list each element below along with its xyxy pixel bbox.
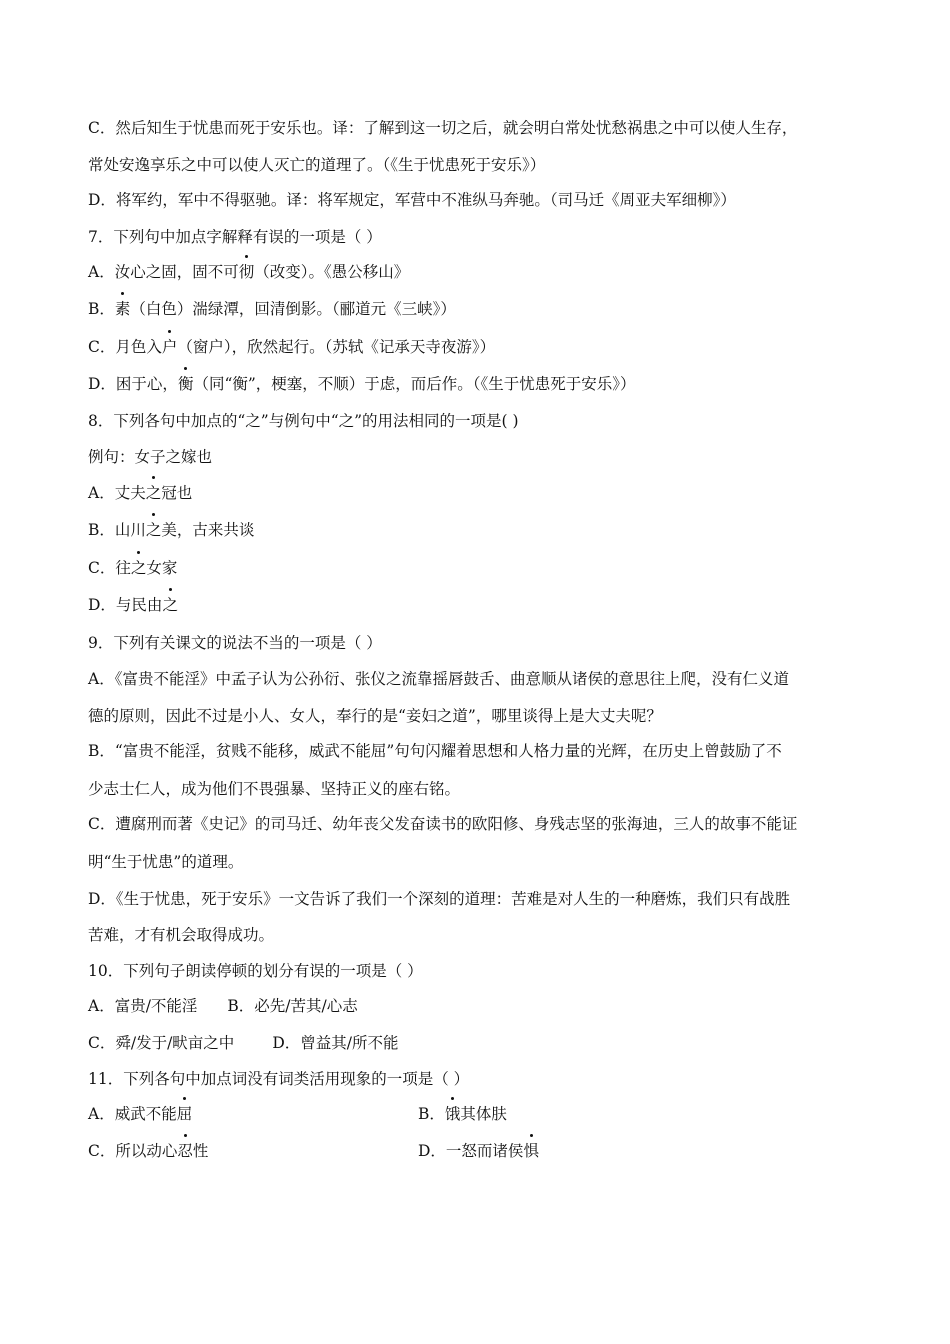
dotted-char: 之 [162, 596, 178, 614]
option-c-question-6-continued: 常处安逸享乐之中可以使人灭亡的道理了。（《生于忧患死于安乐》） [88, 156, 546, 174]
question-8-option-b: B．山川之美，古来共谈 [88, 521, 255, 539]
question-11-option-c: C．所以动心忍性 [88, 1142, 209, 1160]
question-9-stem: 9．下列有关课文的说法不当的一项是（ ） [88, 634, 382, 652]
question-11-option-b: B．饿其体肤 [418, 1105, 507, 1123]
question-9-option-d-continued: 苦难，才有机会取得成功。 [88, 926, 275, 944]
dotted-char: 之 [145, 484, 162, 502]
question-10-options-ab: A．富贵/不能淫 B．必先/苦其/心志 [88, 997, 358, 1015]
dotted-char: 户 [161, 338, 178, 356]
question-11-option-a: A．威武不能屈 [88, 1105, 193, 1123]
question-10-stem: 10．下列句子朗读停顿的划分有误的一项是（ ） [88, 962, 423, 980]
dotted-char: 屈 [176, 1105, 193, 1123]
dotted-char: 素 [114, 300, 131, 318]
question-9-option-c: C．遭腐刑而著《史记》的司马迁、幼年丧父发奋读书的欧阳修、身残志坚的张海迪，三人的故事不能证 [88, 815, 798, 833]
question-8-example: 例句：女子之嫁也 [88, 448, 213, 466]
question-7-option-b: B．素（白色）湍绿潭，回清倒影。（郦道元《三峡》） [88, 300, 456, 318]
question-9-option-b: B．“富贵不能淫，贫贱不能移，威武不能屈”句句闪耀着思想和人格力量的光辉，在历史上曾鼓励了不 [88, 742, 782, 760]
question-8-option-a: A．丈夫之冠也 [88, 484, 193, 502]
dotted-char: 衡 [177, 375, 194, 393]
dotted-char: 惧 [523, 1142, 539, 1160]
question-7-option-c: C．月色入户（窗户），欣然起行。（苏轼《记承天寺夜游》） [88, 338, 496, 356]
question-10-options-cd: C．舜/发于/畎亩之中 D．曾益其/所不能 [88, 1034, 399, 1052]
option-d-question-6: D．将军约，军中不得驱驰。译：将军规定，军营中不准纵马奔驰。（司马迁《周亚夫军细柳》） [88, 191, 736, 209]
question-9-option-c-continued: 明“生于忧患”的道理。 [88, 853, 244, 871]
question-9-option-a: A．《富贵不能淫》中孟子认为公孙衍、张仪之流靠摇唇鼓舌、曲意顺从诸侯的意思往上爬，没有仁义道 [88, 670, 789, 688]
question-8-option-c: C．往之女家 [88, 559, 178, 577]
dotted-char: 之 [145, 521, 162, 539]
question-11-stem: 11．下列各句中加点词没有词类活用现象的一项是（ ） [88, 1070, 470, 1088]
question-7-stem: 7．下列句中加点字解释有误的一项是（ ） [88, 228, 382, 246]
question-8-option-d: D．与民由之 [88, 596, 178, 614]
dotted-char: 彻 [238, 263, 255, 281]
question-11-option-d: D．一怒而诸侯惧 [418, 1142, 539, 1160]
question-7-option-d: D．困于心，衡（同“衡”，梗塞，不顺）于虑，而后作。（《生于忧患死于安乐》） [88, 375, 636, 393]
question-7-option-a: A．汝心之固，固不可彻（改变）。《愚公移山》 [88, 263, 410, 281]
option-c-question-6: C．然后知生于忧患而死于安乐也。译：了解到这一切之后，就会明白常处忧愁祸患之中可以使人生存， [88, 119, 798, 137]
dotted-char: 饿 [444, 1105, 461, 1123]
question-8-stem: 8．下列各句中加点的“之”与例句中“之”的用法相同的一项是( ) [88, 412, 519, 430]
dotted-char: 之 [130, 559, 147, 577]
dotted-char: 忍 [177, 1142, 193, 1160]
question-9-option-a-continued: 德的原则，因此不过是小人、女人，奉行的是“妾妇之道”，哪里谈得上是大丈夫呢？ [88, 707, 662, 725]
question-9-option-d: D．《生于忧患，死于安乐》一文告诉了我们一个深刻的道理：苦难是对人生的一种磨炼，我们只有战胜 [88, 890, 791, 908]
question-9-option-b-continued: 少志士仁人，成为他们不畏强暴、坚持正义的座右铭。 [88, 780, 461, 798]
